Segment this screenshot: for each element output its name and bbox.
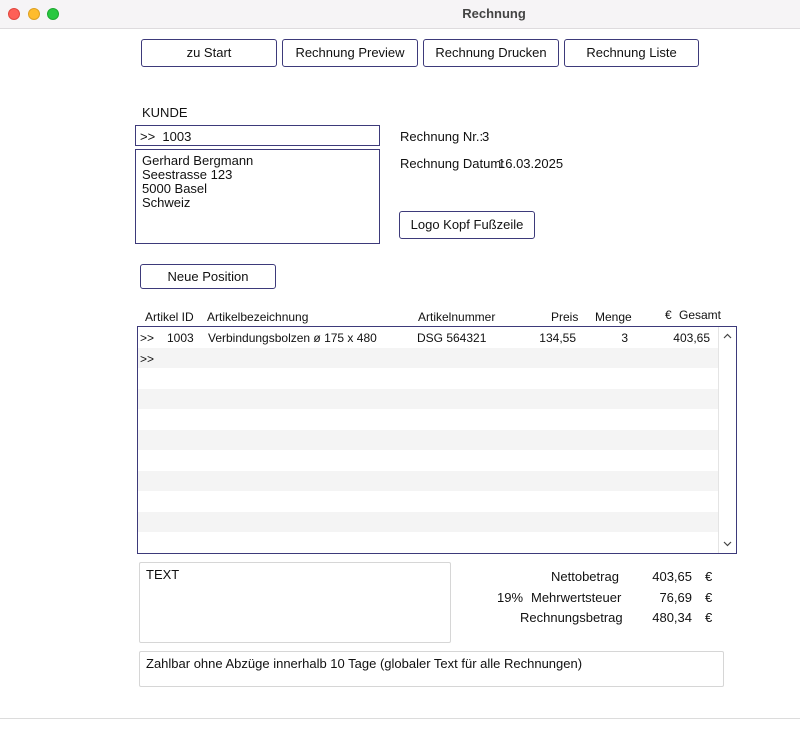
table-row[interactable]	[138, 348, 718, 369]
cell-price: 134,55	[539, 331, 576, 345]
table-row[interactable]	[138, 389, 718, 410]
customer-section-label: KUNDE	[142, 105, 188, 120]
window-bottom-divider	[0, 718, 800, 719]
title-bar	[0, 0, 800, 29]
column-header-article-id: Artikel ID	[145, 310, 194, 324]
invoice-text-field[interactable]	[139, 562, 451, 643]
gross-amount-value: 480,34	[652, 610, 692, 625]
cell-total: 403,65	[673, 331, 710, 345]
invoice-preview-button[interactable]: Rechnung Preview	[282, 39, 418, 67]
column-header-description: Artikelbezeichnung	[207, 310, 309, 324]
customer-id-field[interactable]	[135, 125, 380, 146]
new-position-button[interactable]: Neue Position	[140, 264, 276, 289]
customer-address-field[interactable]	[135, 149, 380, 244]
address-line: Gerhard Bergmann	[142, 153, 254, 168]
address-line: Schweiz	[142, 195, 191, 210]
table-row[interactable]	[138, 409, 718, 430]
invoice-number-label: Rechnung Nr.:	[400, 129, 484, 144]
cell-description: Verbindungsbolzen ø 175 x 480	[208, 331, 377, 345]
cell-article-id: 1003	[167, 331, 194, 345]
column-header-total: Gesamt	[679, 308, 722, 322]
table-row[interactable]	[138, 512, 718, 533]
positions-table[interactable]	[137, 326, 737, 554]
customer-id-value: >> 1003	[140, 129, 192, 144]
column-header-price: Preis	[551, 310, 579, 324]
table-row[interactable]	[138, 471, 718, 492]
row-marker: >>	[140, 331, 155, 345]
table-row[interactable]	[138, 368, 718, 389]
logo-header-footer-button[interactable]: Logo Kopf Fußzeile	[399, 211, 535, 239]
address-line: 5000 Basel	[142, 181, 208, 196]
table-row[interactable]	[138, 491, 718, 512]
vat-rate: 19%	[497, 590, 524, 605]
cell-quantity: 3	[621, 331, 628, 345]
table-row[interactable]	[138, 430, 718, 451]
gross-amount-label: Rechnungsbetrag	[520, 610, 623, 625]
invoice-list-button[interactable]: Rechnung Liste	[564, 39, 699, 67]
payment-terms-text: Zahlbar ohne Abzüge innerhalb 10 Tage (globaler Text für alle Rechnungen)	[146, 656, 583, 671]
table-row[interactable]	[138, 532, 718, 553]
address-line: Seestrasse 123	[142, 167, 233, 182]
window-title: Rechnung	[462, 6, 526, 21]
cell-article-number: DSG 564321	[417, 331, 487, 345]
invoice-date-label: Rechnung Datum:	[400, 156, 505, 171]
invoice-text-value: TEXT	[146, 567, 180, 582]
invoice-date-value: 16.03.2025	[498, 156, 564, 171]
column-header-article-number: Artikelnummer	[418, 310, 496, 324]
row-marker: >>	[140, 351, 155, 366]
net-amount-value: 403,65	[652, 569, 692, 584]
gross-amount-currency: €	[705, 610, 713, 625]
column-header-currency: €	[665, 308, 672, 322]
invoice-number-value: 3	[482, 129, 490, 144]
chevron-up-icon[interactable]	[723, 333, 732, 339]
net-amount-currency: €	[705, 569, 713, 584]
chevron-down-icon[interactable]	[723, 541, 732, 547]
vat-label: Mehrwertsteuer	[531, 590, 622, 605]
table-row[interactable]	[138, 327, 718, 348]
net-amount-label: Nettobetrag	[551, 569, 619, 584]
vat-value: 76,69	[659, 590, 692, 605]
start-button[interactable]: zu Start	[141, 39, 277, 67]
table-scrollbar[interactable]	[718, 327, 736, 553]
vat-currency: €	[705, 590, 713, 605]
column-header-quantity: Menge	[595, 310, 632, 324]
invoice-print-button[interactable]: Rechnung Drucken	[423, 39, 559, 67]
payment-terms-field[interactable]	[139, 651, 724, 687]
table-row[interactable]	[138, 450, 718, 471]
